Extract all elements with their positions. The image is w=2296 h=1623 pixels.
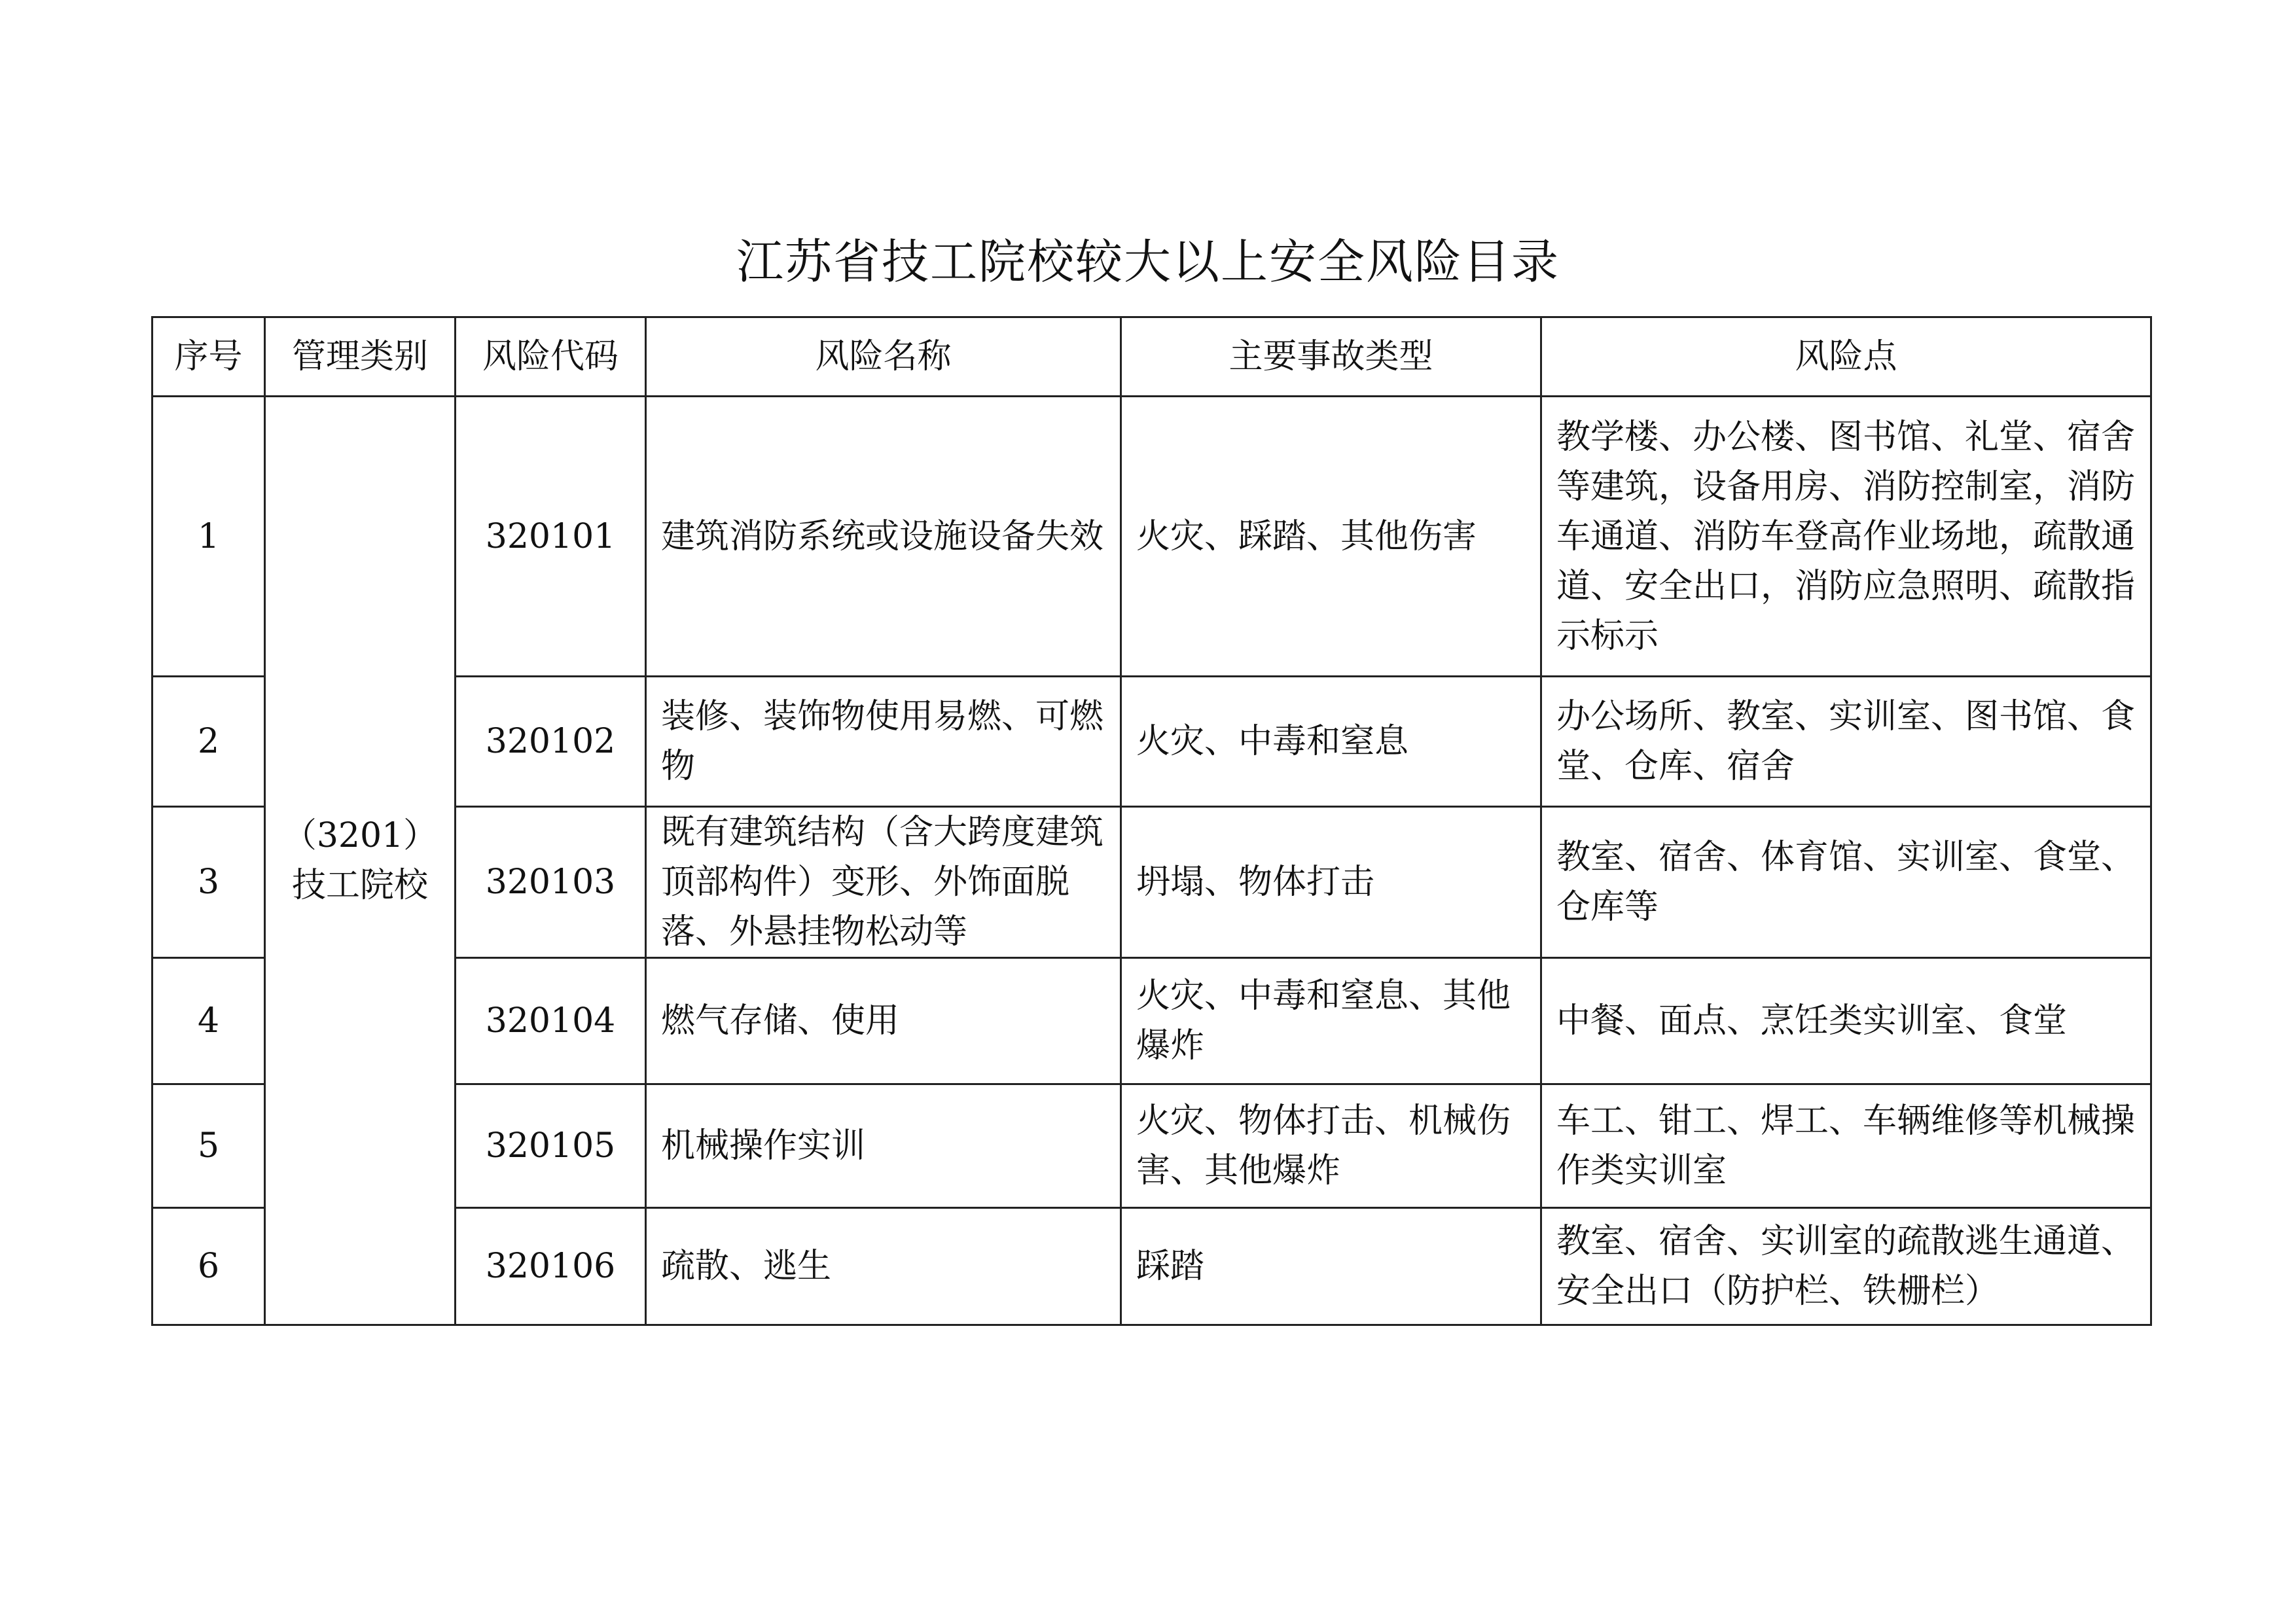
cell-accident-type: 踩踏 xyxy=(1121,1208,1541,1325)
cell-risk-code: 320101 xyxy=(456,397,646,677)
cell-seq: 2 xyxy=(152,677,265,807)
cell-accident-type: 坍塌、物体打击 xyxy=(1121,807,1541,958)
header-accident-type: 主要事故类型 xyxy=(1121,317,1541,397)
cell-risk-code: 320105 xyxy=(456,1084,646,1208)
category-name: 技工院校 xyxy=(291,866,428,905)
cell-risk-points: 教室、宿舍、体育馆、实训室、食堂、仓库等 xyxy=(1541,807,2151,958)
header-risk-points: 风险点 xyxy=(1541,317,2151,397)
cell-seq: 3 xyxy=(152,807,265,958)
cell-risk-name: 既有建筑结构（含大跨度建筑顶部构件）变形、外饰面脱落、外悬挂物松动等 xyxy=(646,807,1121,958)
cell-seq: 4 xyxy=(152,958,265,1084)
cell-accident-type: 火灾、物体打击、机械伤害、其他爆炸 xyxy=(1121,1084,1541,1208)
cell-category xyxy=(265,397,456,1325)
cell-seq: 5 xyxy=(152,1084,265,1208)
cell-risk-name: 机械操作实训 xyxy=(646,1084,1121,1208)
category-code: （3201） xyxy=(282,816,438,855)
cell-risk-points: 教学楼、办公楼、图书馆、礼堂、宿舍等建筑，设备用房、消防控制室，消防车通道、消防车登高作业场地，疏散通道、安全出口，消防应急照明、疏散指示标示 xyxy=(1541,397,2151,677)
cell-risk-name: 燃气存储、使用 xyxy=(646,958,1121,1084)
table-row xyxy=(152,397,2151,677)
cell-accident-type: 火灾、中毒和窒息 xyxy=(1121,677,1541,807)
cell-risk-points: 车工、钳工、焊工、车辆维修等机械操作类实训室 xyxy=(1541,1084,2151,1208)
header-risk-name: 风险名称 xyxy=(646,317,1121,397)
cell-accident-type: 火灾、中毒和窒息、其他爆炸 xyxy=(1121,958,1541,1084)
table-header-row xyxy=(152,317,2151,397)
header-seq: 序号 xyxy=(152,317,265,397)
cell-risk-points: 办公场所、教室、实训室、图书馆、食堂、仓库、宿舍 xyxy=(1541,677,2151,807)
cell-risk-code: 320104 xyxy=(456,958,646,1084)
header-category: 管理类别 xyxy=(265,317,456,397)
risk-catalog-table xyxy=(151,316,2152,1326)
cell-risk-code: 320106 xyxy=(456,1208,646,1325)
cell-seq: 1 xyxy=(152,397,265,677)
cell-risk-name: 疏散、逃生 xyxy=(646,1208,1121,1325)
cell-seq: 6 xyxy=(152,1208,265,1325)
cell-risk-points: 教室、宿舍、实训室的疏散逃生通道、安全出口（防护栏、铁栅栏） xyxy=(1541,1208,2151,1325)
page-title: 江苏省技工院校较大以上安全风险目录 xyxy=(736,234,1560,289)
cell-risk-name: 建筑消防系统或设施设备失效 xyxy=(646,397,1121,677)
cell-accident-type: 火灾、踩踏、其他伤害 xyxy=(1121,397,1541,677)
cell-risk-code: 320103 xyxy=(456,807,646,958)
cell-risk-code: 320102 xyxy=(456,677,646,807)
cell-risk-name: 装修、装饰物使用易燃、可燃物 xyxy=(646,677,1121,807)
header-risk-code: 风险代码 xyxy=(456,317,646,397)
cell-risk-points: 中餐、面点、烹饪类实训室、食堂 xyxy=(1541,958,2151,1084)
